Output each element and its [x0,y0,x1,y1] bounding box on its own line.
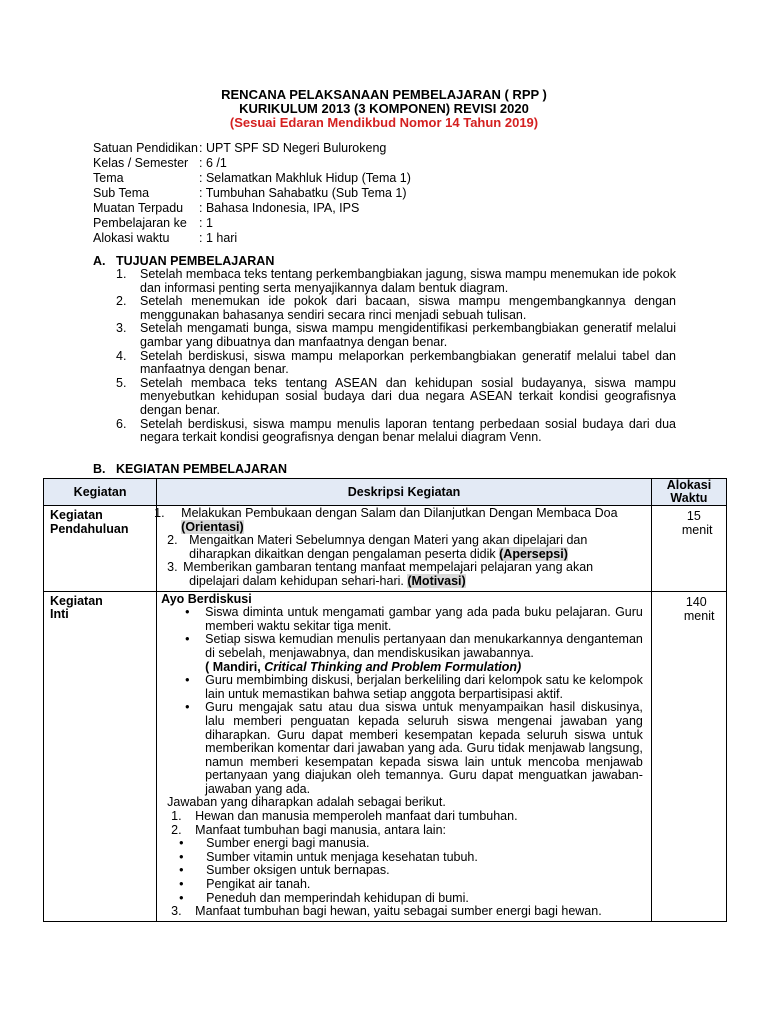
table-row [44,591,727,921]
bullet-icon: • [185,632,190,647]
curriculum-subtitle: KURIKULUM 2013 (3 KOMPONEN) REVISI 2020 [239,101,529,116]
circular-reference: (Sesuai Edaran Mendikbud Nomor 14 Tahun 2019) [229,115,539,130]
document-title: RENCANA PELAKSANAAN PEMBELAJARAN ( RPP ) [221,87,547,102]
activity-description-pendahuluan: 1. Melakukan Pembukaan dengan Salam dan Dilanjutkan Dengan Membaca Doa (Orientasi) 2. Mengaitkan Materi Sebelumnya dengan Materi yang akan dipelajari dan diharapkan dikaitkan dengan pengalaman peserta didik (Apersepsi) 3. Memberikan gambaran tentang manfaat mempelajari pelajaran yang akan dipelajari dalam kehidupan sehari-hari. (Motivasi) [157,506,652,592]
activity-name-pendahuluan: Kegiatan Pendahuluan [44,506,157,592]
header-alokasi: Alokasi Waktu [651,479,726,506]
list-item: • Siswa diminta untuk mengamati gambar yang ada pada buku pelajaran. Guru memberi waktu sekitar tiga menit. [185,605,643,633]
activity-time-inti: 140 menit [651,591,726,921]
list-item: • Setiap siswa kemudian menulis pertanyaan dan menukarkannya denganteman di sebelah, menjawabnya, dan mendiskusikan jawabannya. ( Mandiri, Critical Thinking and Problem Formulation) [185,632,643,674]
bullet-icon: • [179,877,184,892]
list-item: 2. Manfaat tumbuhan bagi manusia, antara lain: [171,822,447,837]
bullet-icon: • [185,700,190,715]
bullet-icon: • [179,836,184,851]
header-deskripsi: Deskripsi Kegiatan [157,479,652,506]
list-item: • Sumber oksigen untuk bernapas. [179,863,390,878]
stage-tag: (Orientasi) [181,519,244,534]
list-item: 1. Hewan dan manusia memperoleh manfaat dari tumbuhan. [171,809,518,824]
list-item: • Peneduh dan memperindah kehidupan di bumi. [179,890,469,905]
list-item: • Sumber vitamin untuk menjaga kesehatan tubuh. [179,849,478,864]
list-item: 6. Setelah berdiskusi, siswa mampu menulis laporan tentang perbedaan sosial budaya dari dua negara terkait kondisi geografisnya dengan benar melalui diagram Venn. [116,416,676,445]
list-item: • Sumber energi bagi manusia. [179,836,370,851]
list-item: • Guru membimbing diskusi, berjalan berkeliling dari kelompok satu ke kelompok lain untuk memastikan bahwa setiap anggota berpartisipasi aktif. [185,673,643,701]
list-item: 2. Setelah menemukan ide pokok dari bacaan, siswa mampu mengembangkannya dengan menggunakan bahasanya sendiri secara rinci menjadi sebuah tulisan. [116,294,676,322]
list-item: 3. Setelah mengamati bunga, siswa mampu mengidentifikasi perkembangbiakan generatif melalui gambar yang dibuatnya dan manfaatnya dengan benar. [116,321,676,349]
stage-tag: (Motivasi) [407,573,466,588]
activity-description-inti: Ayo Berdiskusi • Siswa diminta untuk mengamati gambar yang ada pada buku pelajaran. Guru memberi waktu sekitar tiga menit. • Setiap siswa kemudian menulis pertanyaan dan menukarkannya denganteman di sebelah, menjawabnya, dan mendiskusikan jawabannya. ( Mandiri, Critical Thinking and Problem Formulation) • Guru membimbing diskusi, berjalan berkeliling dari kelompok satu ke kelompok lain untuk memastikan bahwa setiap anggota berpartisipasi aktif. • Guru mengajak satu atau dua siswa untuk menyampaikan hasil diskusinya, lalu memberi penguatan kepada seluruh siswa mengenai jawaban yang diharapkan. Guru dapat memberi kesempatan kepada seluruh siswa untuk memberikan komentar dari jawaban yang ada. Guru tidak menjawab langsung, namun memberi kesempatan kepada siswa lain untuk mencoba menjawab pertanyaan yang diajukan oleh temannya. Guru dapat menguatkan jawaban-jawaban yang ada. Jawaban yang diharapkan adalah sebagai berikut. 1. Hewan dan manusia memperoleh manfaat dari tumbuhan. 2. Manfaat tumbuhan bagi manusia, antara lain: • Sumber energi bagi manusia. • Sumber vitamin untuk menjaga kesehatan tubuh. • Sumber oksigen untuk bernapas. • Pengikat air tanah. • Peneduh dan memperindah kehidupan di bumi. 3. Manfaat tumbuhan bagi hewan, yaitu sebagai sumber energi bagi hewan. [157,591,652,921]
sub-heading: Ayo Berdiskusi [161,591,252,606]
table-row [44,506,727,592]
section-b-heading: B. KEGIATAN PEMBELAJARAN [93,462,288,476]
bullet-icon: • [179,863,184,878]
learning-goals-list [116,268,676,445]
stage-tag: (Apersepsi) [499,546,568,561]
list-item: 3. Manfaat tumbuhan bagi hewan, yaitu sebagai sumber energi bagi hewan. [171,904,602,919]
list-item: • Guru mengajak satu atau dua siswa untuk menyampaikan hasil diskusinya, lalu memberi penguatan kepada seluruh siswa mengenai jawaban yang diharapkan. Guru dapat memberi kesempatan kepada seluruh siswa untuk memberikan komentar dari jawaban yang ada. Guru tidak menjawab langsung, namun memberi kesempatan kepada siswa lain untuk mencoba menjawab pertanyaan yang diajukan oleh temannya. Guru dapat menguatkan jawaban-jawaban yang ada. [185,700,643,796]
activities-table [43,478,727,922]
bullet-icon: • [185,673,190,688]
list-item: • Pengikat air tanah. [179,877,311,892]
bullet-icon: • [179,849,184,864]
table-header-row [44,479,727,506]
activity-time-pendahuluan: 15 menit [651,506,726,592]
section-a-heading: A. TUJUAN PEMBELAJARAN [93,254,275,268]
activity-name-inti: Kegiatan Inti [44,591,157,921]
document-page: RENCANA PELAKSANAAN PEMBELAJARAN ( RPP ) KURIKULUM 2013 (3 KOMPONEN) REVISI 2020 (Sesuai Edaran Mendikbud Nomor 14 Tahun 2019) Satuan Pendidikan : UPT SPF SD Negeri Bulurokeng Kelas / Semester : 6 /1 Tema : Selamatkan Makhluk Hidup (Tema 1) Sub Tema : Tumbuhan Sahabatku (Sub Tema 1) Muatan Terpadu : Bahasa Indonesia, IPA, IPS Pembelajaran ke : 1 Alokasi waktu : 1 hari A. TUJUAN PEMBELAJARAN 1. Setelah membaca teks tentang perkembangbiakan jagung, siswa mampu menemukan ide pokok dan informasi penting serta menyajikannya dalam bentuk diagram. 2. Setelah menemukan ide pokok dari bacaan, siswa mampu mengembangkannya dengan menggunakan bahasanya sendiri secara rinci menjadi sebuah tulisan. 3. Setelah mengamati bunga, siswa mampu mengidentifikasi perkembangbiakan generatif melalui gambar yang dibuatnya dan manfaatnya dengan benar. 4. Setelah berdiskusi, siswa mampu melaporkan perkembangbiakan generatif melalui tabel dan manfaatnya dengan benar. 5. Setelah membaca teks tentang ASEAN dan kehidupan sosial budayanya, siswa mampu menyebutkan kehidupan sosial budaya dari dua negara ASEAN terkait kondisi geografisnya dengan benar. 6. Setelah berdiskusi, siswa mampu menulis laporan tentang perbedaan sosial budaya dari dua negara terkait kondisi geografisnya dengan benar melalui diagram Venn. B. KEGIATAN PEMBELAJARAN Kegiatan Deskripsi Kegiatan Alokasi Waktu Kegiatan Pendahuluan 1. Melakukan Pembukaan dengan Salam dan Dilanjutkan Dengan Membaca Doa (Orientasi) 2. Mengaitkan Materi Sebelumnya dengan Materi yang akan dipelajari dan diharapkan dikaitkan dengan pengalaman peserta didik (Apersepsi) 3. Memberikan gambaran tentang manfaat mempelajari pelajaran yang akan dipelajari dalam kehidupan sehari-hari. (Motivasi) 15 menit Kegiatan Inti Ayo Berdiskusi • Siswa diminta untuk mengamati gambar yang ada pada buku pelajaran. Guru memberi waktu sekitar tiga menit. • Setiap siswa kemudian menulis pertanyaan dan menukarkannya denganteman di sebelah, menjawabnya, dan mendiskusikan jawabannya. ( Mandiri, Critical Thinking and Problem Formulation) • Guru membimbing diskusi, berjalan berkeliling dari kelompok satu ke kelompok lain untuk memastikan bahwa setiap anggota berpartisipasi aktif. • Guru mengajak satu atau dua siswa untuk menyampaikan hasil diskusinya, lalu memberi penguatan kepada seluruh siswa mengenai jawaban yang diharapkan. Guru dapat memberi kesempatan kepada seluruh siswa untuk memberikan komentar dari jawaban yang ada. Guru tidak menjawab langsung, namun memberi kesempatan kepada siswa lain untuk mencoba menjawab pertanyaan yang diajukan oleh temannya. Guru dapat menguatkan jawaban-jawaban yang ada. Jawaban yang diharapkan adalah sebagai berikut. 1. Hewan dan manusia memperoleh manfaat dari tumbuhan. 2. Manfaat tumbuhan bagi manusia, antara lain: • Sumber energi bagi manusia. • Sumber vitamin untuk menjaga kesehatan tubuh. • Sumber oksigen untuk bernapas. • Pengikat air tanah. • Peneduh dan memperindah kehidupan di bumi. 3. Manfaat tumbuhan bagi hewan, yaitu sebagai sumber energi bagi hewan. 140 menit [0,0,768,1024]
list-item: 5. Setelah membaca teks tentang ASEAN dan kehidupan sosial budayanya, siswa mampu menyebutkan kehidupan sosial budaya dari dua negara ASEAN terkait kondisi geografisnya dengan benar. [116,375,676,417]
list-item: 1. Setelah membaca teks tentang perkembangbiakan jagung, siswa mampu menemukan ide pokok dan informasi penting serta menyajikannya dalam bentuk diagram. [116,267,676,295]
list-item: 4. Setelah berdiskusi, siswa mampu melaporkan perkembangbiakan generatif melalui tabel dan manfaatnya dengan benar. [116,348,676,377]
bullet-icon: • [179,890,184,905]
header-kegiatan: Kegiatan [44,479,157,506]
bullet-icon: • [185,605,190,620]
